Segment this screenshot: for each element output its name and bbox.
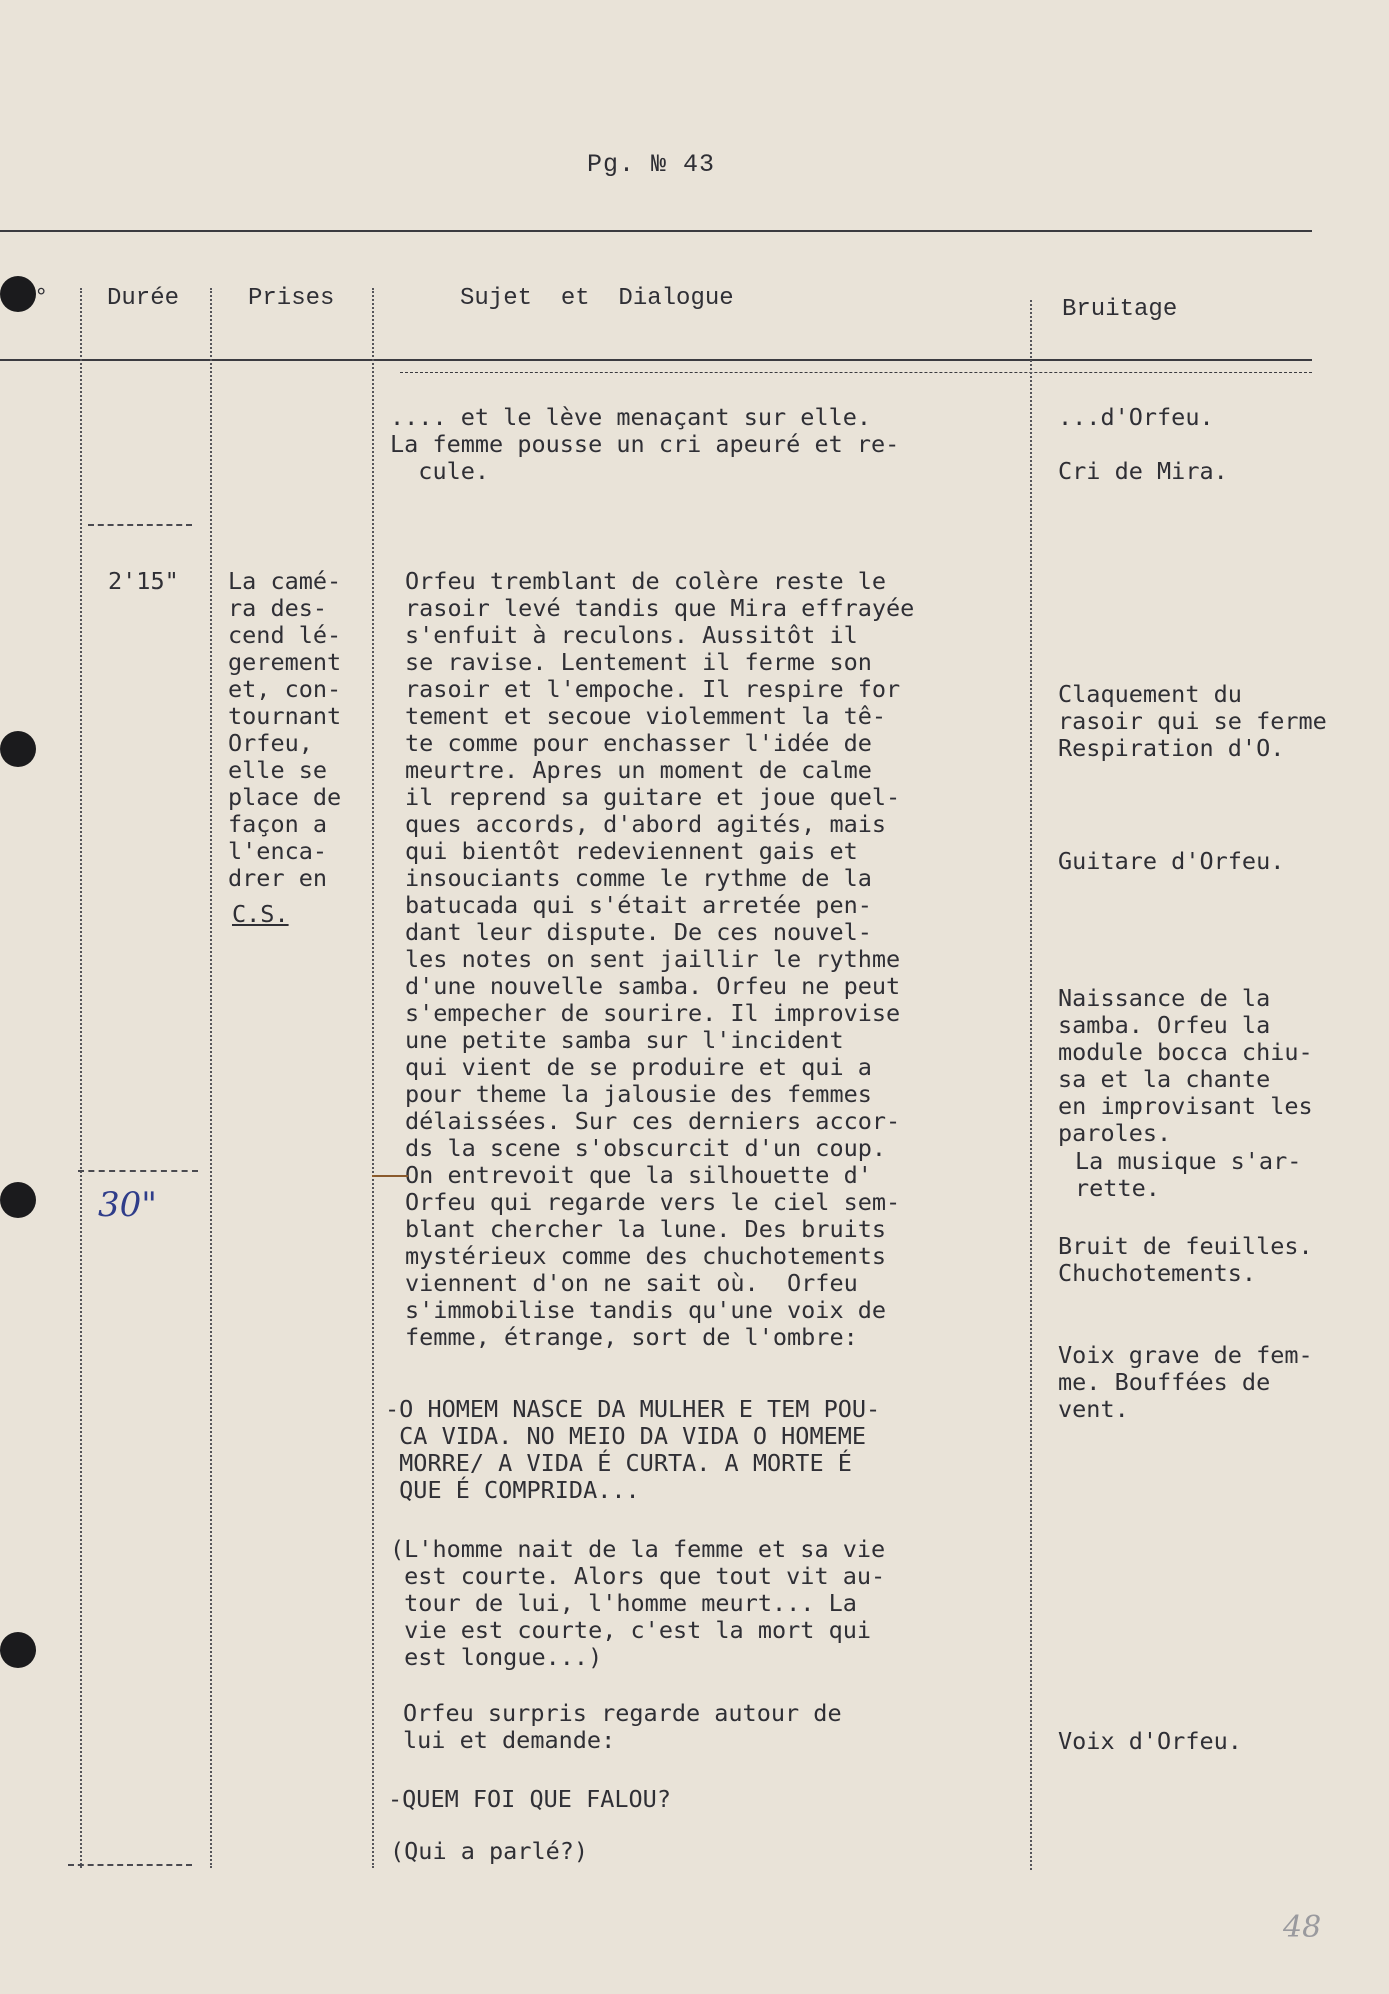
dialogue-portuguese-1: -O HOMEM NASCE DA MULHER E TEM POU- CA VIDA. NO MEIO DA VIDA O HOMEME MORRE/ A VIDA É CURTA. A MORTE É QUE É COMPRIDA...	[385, 1395, 881, 1504]
header-rule-dashed	[400, 372, 1312, 373]
end-marker-duree	[68, 1864, 192, 1866]
dialogue-french-2: (Qui a parlé?)	[390, 1837, 589, 1865]
column-header-duree: Durée	[107, 285, 180, 312]
shot-2-prises: La camé- ra des- cend lé- gerement et, con- tournant Orfeu, elle se place de façon a l'enca- drer en	[228, 567, 342, 892]
shot-2-bruitage-3: Naissance de la samba. Orfeu la module bocca chiu- sa et la chante en improvisant les paroles.	[1058, 984, 1313, 1147]
scene-break-marker-sujet	[372, 1175, 408, 1177]
column-header-sujet: Sujet et Dialogue	[460, 285, 734, 312]
column-separator-sujet	[1030, 300, 1032, 1870]
binder-hole-4	[0, 1632, 36, 1668]
column-separator-prises	[372, 288, 374, 1868]
shot-2-bruitage-6: Voix grave de fem- me. Bouffées de vent.	[1058, 1341, 1313, 1423]
shot-1-bruitage: ...d'Orfeu. Cri de Mira.	[1058, 403, 1228, 485]
binder-hole-3	[0, 1182, 36, 1218]
column-separator-duree	[210, 288, 212, 1868]
column-header-prises: Prises	[248, 285, 335, 312]
shot-2-bruitage-7: Voix d'Orfeu.	[1058, 1727, 1242, 1755]
shot-2-bruitage-1: Claquement du rasoir qui se ferme Respiration d'O.	[1058, 680, 1327, 762]
column-header-bruitage: Bruitage	[1062, 296, 1178, 323]
top-rule	[0, 230, 1312, 232]
shot-divider-duree	[88, 524, 192, 526]
binder-hole-1	[0, 276, 36, 312]
header-rule	[0, 359, 1312, 361]
handwritten-duration: 30"	[98, 1185, 157, 1225]
shot-2-bruitage-4: La musique s'ar- rette.	[1075, 1147, 1302, 1202]
column-separator-no	[80, 288, 82, 1868]
shot-2-duree: 2'15"	[108, 567, 179, 595]
dialogue-french-1: (L'homme nait de la femme et sa vie est courte. Alors que tout vit au- tour de lui, l'homme meurt... La vie est courte, c'est la mort qui est longue...)	[390, 1535, 886, 1671]
shot-2-sujet-action-2: Orfeu surpris regarde autour de lui et demande:	[403, 1699, 842, 1754]
binder-hole-2	[0, 731, 36, 767]
archive-number: 48	[1283, 1910, 1322, 1945]
shot-2-prises-cs: C.S.	[232, 900, 289, 928]
shot-1-sujet: .... et le lève menaçant sur elle. La femme pousse un cri apeuré et re- cule.	[390, 403, 900, 485]
column-header-no: °	[34, 285, 49, 312]
page-number: Pg. № 43	[587, 150, 716, 179]
shot-2-bruitage-2: Guitare d'Orfeu.	[1058, 847, 1285, 875]
shot-2-sujet-action: Orfeu tremblant de colère reste le rasoir levé tandis que Mira effrayée s'enfuit à reculons. Aussitôt il se ravise. Lentement il ferme son rasoir et l'empoche. Il respire for tement et secoue violemment la tê- te comme pour enchasser l'idée de meurtre. Apres un moment de calme il reprend sa guitare et joue quel- ques accords, d'abord agités, mais qui bientôt redeviennent gais et insouciants comme le rythme de la batucada qui s'était arretée pen- dant leur dispute. De ces nouvel- les notes on sent jaillir le rythme d'une nouvelle samba. Orfeu ne peut s'empecher de sourire. Il improvise une petite samba sur l'incident qui vient de se produire et qui a pour theme la jalousie des femmes délaissées. Sur ces derniers accor- ds la scene s'obscurcit d'un coup. On entrevoit que la silhouette d' Orfeu qui regarde vers le ciel sem- blant chercher la lune. Des bruits mystérieux comme des chuchotements viennent d'on ne sait où. Orfeu s'immobilise tandis qu'une voix de femme, étrange, sort de l'ombre:	[405, 567, 915, 1351]
dialogue-portuguese-2: -QUEM FOI QUE FALOU?	[388, 1785, 671, 1813]
scene-break-marker-duree	[78, 1170, 198, 1172]
shot-2-bruitage-5: Bruit de feuilles. Chuchotements.	[1058, 1232, 1313, 1287]
